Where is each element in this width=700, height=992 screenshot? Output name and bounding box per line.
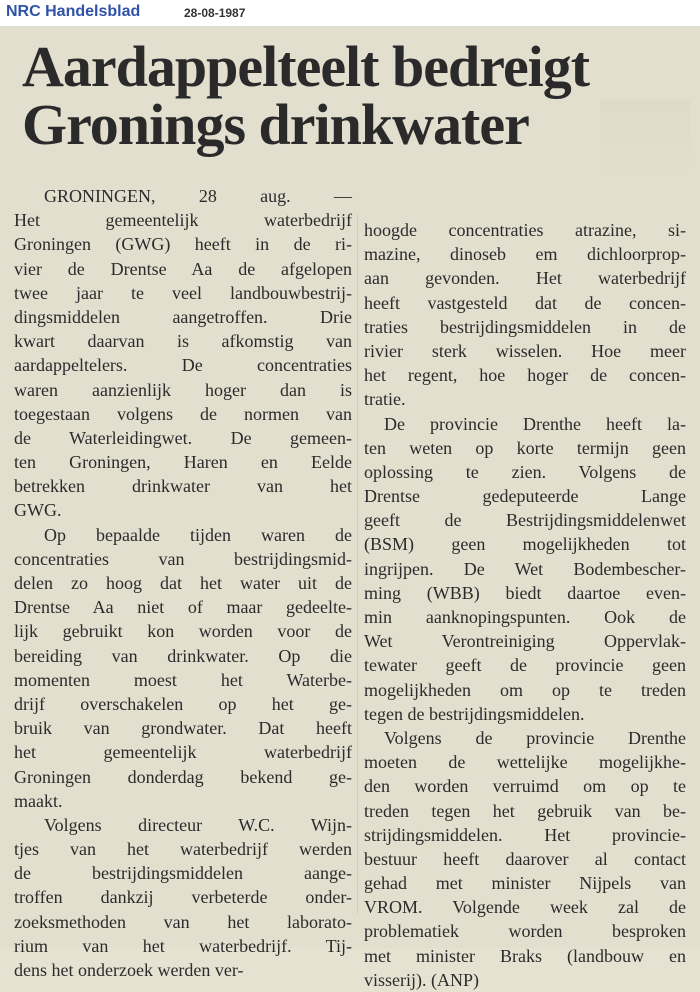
article-column-left [14, 184, 352, 982]
publication-date: 28-08-1987 [184, 6, 246, 20]
article-text-line: dingsmiddelen aangetroffen. Drie [14, 306, 352, 327]
article-text-line: Het gemeentelijk waterbedrijf [14, 210, 352, 231]
article-text-line: ming (WBB) biedt daartoe even- [364, 582, 686, 603]
article-text-line: gehad met minister Nijpels van [364, 873, 686, 894]
article-text-line: zoeksmethoden van het laborato- [14, 911, 352, 932]
article-text-line: drijf overschakelen op het ge- [14, 693, 352, 714]
article-text-line: dens het onderzoek werden ver- [14, 960, 244, 980]
article-text-line: VROM. Volgende week zal de [364, 897, 686, 918]
article-text-line: strijdingsmiddelen. Het provincie- [364, 824, 686, 845]
article-text-line: ten weten op korte termijn geen [364, 437, 686, 458]
article-text-line: concentraties van bestrijdingsmid- [14, 548, 352, 569]
article-text-line: aardappeltelers. De concentraties [14, 355, 352, 376]
article-text-line: Drentse gedeputeerde Lange [364, 486, 686, 507]
article-text-line: Groningen (GWG) heeft in de ri- [14, 234, 352, 255]
article-text-line: GWG. [14, 500, 62, 521]
article-text-line: (BSM) geen mogelijkheden tot [364, 534, 686, 555]
article-text-line: tewater geeft de provincie geen [364, 655, 686, 676]
article-text-line: mazine, dinoseb em dichloorprop- [364, 244, 686, 265]
article-text-line: ingrijpen. De Wet Bodembescher- [364, 558, 686, 579]
article-text-line: traties bestrijdingsmiddelen in de [364, 316, 686, 337]
article-text-line: betrekken drinkwater van het [14, 476, 352, 497]
article-text-line: ten Groningen, Haren en Eelde [14, 452, 352, 473]
article-text-line: lijk gebruikt kon worden voor de [14, 621, 352, 642]
article-text-line: waren aanzienlijk hoger dan is [14, 379, 352, 400]
article-text-line: tjes van het waterbedrijf werden [14, 839, 352, 860]
article-text-line: aan gevonden. Het waterbedrijf [364, 268, 686, 289]
article-text-line: de bestrijdingsmiddelen aange- [14, 863, 352, 884]
publication-name: NRC Handelsblad [6, 3, 141, 20]
article-text-line: den worden verruimd om op te [364, 776, 686, 797]
article-text-line: twee jaar te veel landbouwbestrij- [14, 282, 352, 303]
article-text-line: min aanknopingspunten. Ook de [364, 607, 686, 627]
article-text-line: problematiek worden besproken [364, 921, 686, 942]
article-text-line: Groningen donderdag bekend ge- [14, 766, 352, 787]
article-text-line: het gemeentelijk waterbedrijf [14, 742, 352, 763]
article-text-line: bruik van grondwater. Dat heeft [14, 718, 352, 739]
article-text-line: hoogde concentraties atrazine, si- [364, 220, 686, 240]
article-text-line: moeten de wettelijke mogelijkhe- [364, 752, 686, 773]
article-column-right [364, 218, 686, 992]
article-text-line: de Waterleidingwet. De gemeen- [14, 427, 352, 448]
article-headline [22, 34, 682, 157]
article-text-line: bestuur heeft daarover al contact [364, 848, 686, 869]
article-text-line: toegestaan volgens de normen van [14, 403, 352, 424]
article-text-line: geeft de Bestrijdingsmiddelenwet [364, 510, 686, 531]
article-text-line: Wet Verontreiniging Oppervlak- [364, 631, 686, 652]
article-text-line: momenten moest het Waterbe- [14, 669, 352, 690]
article-text-line: kwart daarvan is afkomstig van [14, 331, 352, 352]
column-divider [357, 214, 358, 914]
article-text-line: met minister Braks (landbouw en [364, 945, 686, 966]
article-text-line: Op bepaalde tijden waren de [44, 524, 352, 545]
article-text-line: GRONINGEN, 28 aug. — [44, 186, 352, 206]
article-text-line: het regent, hoe hoger de concen- [364, 365, 686, 386]
article-text-line: De provincie Drenthe heeft la- [384, 413, 686, 434]
article-text-line: oplossing te zien. Volgens de [364, 461, 686, 482]
headline-line-2: Gronings drinkwater [22, 92, 529, 157]
article-text-line: rivier sterk wisselen. Hoe meer [364, 340, 686, 361]
article-text-line: treden tegen het gebruik van be- [364, 800, 686, 821]
article-text-line: Volgens directeur W.C. Wijn- [44, 814, 352, 835]
article-text-line: bereiding van drinkwater. Op die [14, 645, 352, 666]
article-text-line: Volgens de provincie Drenthe [384, 727, 686, 748]
article-text-line: delen zo hoog dat het water uit de [14, 573, 352, 593]
article-text-line: mogelijkheden om op te treden [364, 679, 686, 700]
masthead [0, 0, 700, 26]
article-text-line: troffen dankzij verbeterde onder- [14, 887, 352, 908]
article-text-line: vier de Drentse Aa de afgelopen [14, 258, 352, 279]
article-text-line: heeft vastgesteld dat de concen- [364, 292, 686, 313]
article-text-line: visserij). (ANP) [364, 969, 479, 990]
article-text-line: Drentse Aa niet of maar gedeelte- [14, 597, 352, 618]
article-text-line: tratie. [364, 389, 406, 410]
article-text-line: tegen de bestrijdingsmiddelen. [364, 703, 585, 724]
article-text-line: maakt. [14, 790, 63, 811]
article-text-line: rium van het waterbedrijf. Tij- [14, 935, 352, 956]
headline-line-1: Aardappelteelt bedreigt [22, 34, 590, 99]
